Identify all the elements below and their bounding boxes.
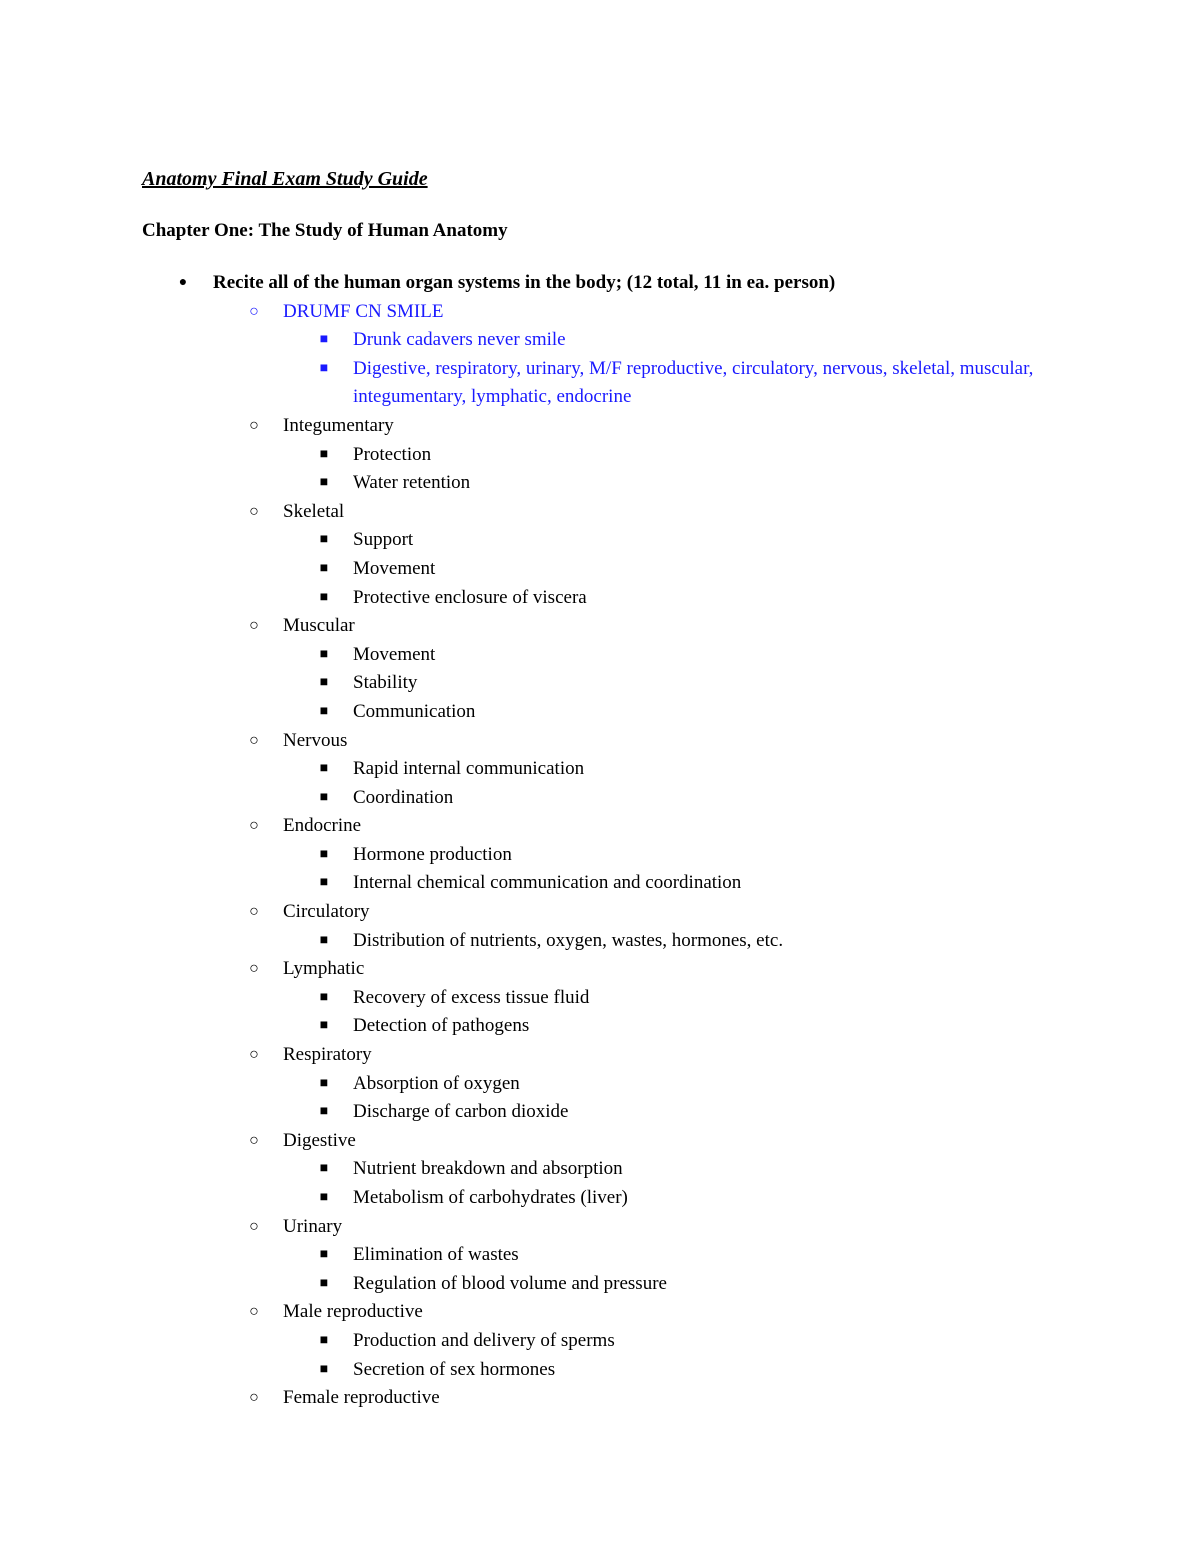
square-bullet-icon: ■ (319, 1275, 329, 1291)
square-bullet-icon: ■ (319, 1104, 329, 1120)
organ-function-item (0, 555, 1053, 584)
organ-function-item (0, 1327, 1053, 1356)
square-bullet-icon: ■ (319, 989, 329, 1005)
organ-function-item (0, 1270, 1053, 1299)
square-bullet-icon: ■ (319, 1161, 329, 1177)
hollow-circle-bullet-icon: ○ (249, 1131, 259, 1149)
organ-function-text: Protective enclosure of viscera (353, 586, 587, 608)
square-bullet-icon: ■ (319, 589, 329, 605)
organ-system-item (0, 498, 1200, 527)
square-bullet-icon: ■ (319, 1075, 329, 1091)
organ-system-item (0, 727, 1200, 756)
organ-system-name: Endocrine (283, 815, 362, 837)
organ-system-name: Muscular (283, 615, 355, 637)
organ-system-name: Skeletal (283, 500, 345, 522)
square-bullet-icon: ■ (319, 360, 329, 376)
organ-function-text: Rapid internal communication (353, 758, 585, 780)
square-bullet-icon: ■ (319, 475, 329, 491)
organ-function-item (0, 755, 1053, 784)
square-bullet-icon: ■ (319, 932, 329, 948)
hollow-circle-bullet-icon: ○ (249, 731, 259, 749)
organ-function-item (0, 841, 1053, 870)
mnemonic-item (0, 298, 1200, 327)
square-bullet-icon: ■ (319, 1018, 329, 1034)
chapter-title: Chapter One: The Study of Human Anatomy (142, 220, 508, 241)
organ-function-text: Water retention (353, 472, 471, 494)
organ-function-item (0, 584, 1053, 613)
filled-circle-bullet-icon: ● (178, 275, 188, 290)
organ-system-item (0, 955, 1200, 984)
organ-function-text: Coordination (353, 786, 454, 808)
organ-function-item (0, 641, 1053, 670)
organ-system-name: Integumentary (283, 414, 394, 436)
organ-function-text: Discharge of carbon dioxide (353, 1101, 569, 1123)
organ-function-text: Recovery of excess tissue fluid (353, 986, 590, 1008)
mnemonic-phrase: Drunk cadavers never smile (353, 329, 566, 351)
hollow-circle-bullet-icon: ○ (249, 502, 259, 520)
organ-function-text: Detection of pathogens (353, 1015, 530, 1037)
organ-function-text: Support (353, 529, 414, 551)
organ-function-item (0, 927, 1053, 956)
organ-function-item (0, 1098, 1053, 1127)
organ-function-text: Communication (353, 700, 476, 722)
organ-function-item (0, 469, 1053, 498)
organ-function-text: Internal chemical communication and coordination (353, 872, 742, 894)
organ-function-text: Elimination of wastes (353, 1244, 519, 1266)
hollow-circle-bullet-icon: ○ (249, 903, 259, 921)
organ-system-name: Female reproductive (283, 1387, 440, 1409)
organ-system-item (0, 1041, 1200, 1070)
organ-function-item (0, 698, 1053, 727)
organ-function-item (0, 1012, 1053, 1041)
square-bullet-icon: ■ (319, 1361, 329, 1377)
organ-function-text: Secretion of sex hormones (353, 1358, 556, 1380)
organ-function-text: Protection (353, 443, 432, 465)
organ-system-name: Urinary (283, 1215, 343, 1237)
square-bullet-icon: ■ (319, 1190, 329, 1205)
square-bullet-icon: ■ (319, 1247, 329, 1263)
organ-function-text: Nutrient breakdown and absorption (353, 1158, 623, 1180)
square-bullet-icon: ■ (319, 875, 329, 891)
square-bullet-icon: ■ (319, 646, 329, 662)
mnemonic-label: DRUMF CN SMILE (283, 300, 444, 322)
organ-function-text: Production and delivery of sperms (353, 1329, 615, 1351)
mnemonic-phrase-item (0, 326, 1053, 355)
mnemonic-expansion-item (0, 355, 1053, 412)
organ-function-text: Distribution of nutrients, oxygen, wastes, hormones, etc. (353, 929, 784, 951)
organ-system-name: Digestive (283, 1129, 356, 1151)
organ-system-item (0, 898, 1200, 927)
square-bullet-icon: ■ (319, 703, 329, 719)
main-point-text: Recite all of the human organ systems in the body; (12 total, 11 in ea. person) (213, 272, 836, 293)
square-bullet-icon: ■ (319, 761, 329, 777)
outline-list (0, 269, 1200, 1413)
hollow-circle-bullet-icon: ○ (249, 1046, 259, 1064)
organ-system-item (0, 1127, 1200, 1156)
organ-function-text: Regulation of blood volume and pressure (353, 1272, 667, 1294)
organ-system-item (0, 1213, 1200, 1242)
square-bullet-icon: ■ (319, 560, 329, 576)
organ-function-text: Stability (353, 672, 418, 694)
organ-function-item (0, 984, 1053, 1013)
square-bullet-icon: ■ (319, 675, 329, 691)
organ-function-item (0, 784, 1053, 813)
hollow-circle-bullet-icon: ○ (249, 416, 259, 434)
main-point-item (0, 269, 1200, 298)
organ-function-text: Movement (353, 643, 436, 665)
organ-system-item (0, 612, 1200, 641)
square-bullet-icon: ■ (319, 446, 329, 462)
hollow-circle-bullet-icon: ○ (249, 1217, 259, 1235)
square-bullet-icon: ■ (319, 332, 329, 348)
organ-function-text: Absorption of oxygen (353, 1072, 520, 1094)
organ-system-item (0, 812, 1200, 841)
square-bullet-icon: ■ (319, 532, 329, 548)
organ-system-name: Lymphatic (283, 958, 365, 980)
hollow-circle-bullet-icon: ○ (249, 817, 259, 835)
organ-function-item (0, 1155, 1053, 1184)
organ-function-item (0, 526, 1053, 555)
organ-system-name: Male reproductive (283, 1301, 423, 1323)
organ-system-item (0, 1298, 1200, 1327)
organ-function-item (0, 1184, 1053, 1213)
organ-function-item (0, 441, 1053, 470)
document-title: Anatomy Final Exam Study Guide (142, 168, 428, 190)
organ-system-name: Circulatory (283, 901, 370, 923)
hollow-circle-bullet-icon: ○ (249, 617, 259, 635)
hollow-circle-bullet-icon: ○ (249, 1389, 259, 1407)
square-bullet-icon: ■ (319, 846, 329, 862)
organ-function-text: Metabolism of carbohydrates (liver) (353, 1187, 628, 1208)
organ-function-item (0, 1070, 1053, 1099)
organ-function-item (0, 1241, 1053, 1270)
square-bullet-icon: ■ (319, 1332, 329, 1348)
organ-function-item (0, 669, 1053, 698)
hollow-circle-bullet-icon: ○ (249, 1303, 259, 1321)
organ-function-text: Hormone production (353, 843, 512, 865)
hollow-circle-bullet-icon: ○ (249, 960, 259, 978)
organ-function-item (0, 1356, 1053, 1385)
organ-system-item (0, 1384, 1200, 1413)
organ-system-name: Nervous (283, 729, 348, 751)
organ-system-name: Respiratory (283, 1044, 372, 1066)
square-bullet-icon: ■ (319, 789, 329, 805)
organ-system-item (0, 412, 1200, 441)
organ-function-item (0, 869, 1053, 898)
hollow-circle-bullet-icon: ○ (249, 302, 259, 320)
mnemonic-expansion: Digestive, respiratory, urinary, M/F reproductive, circulatory, nervous, skeletal, muscular, integumentary, lymphatic, endocrine (353, 357, 1034, 408)
organ-function-text: Movement (353, 557, 436, 579)
